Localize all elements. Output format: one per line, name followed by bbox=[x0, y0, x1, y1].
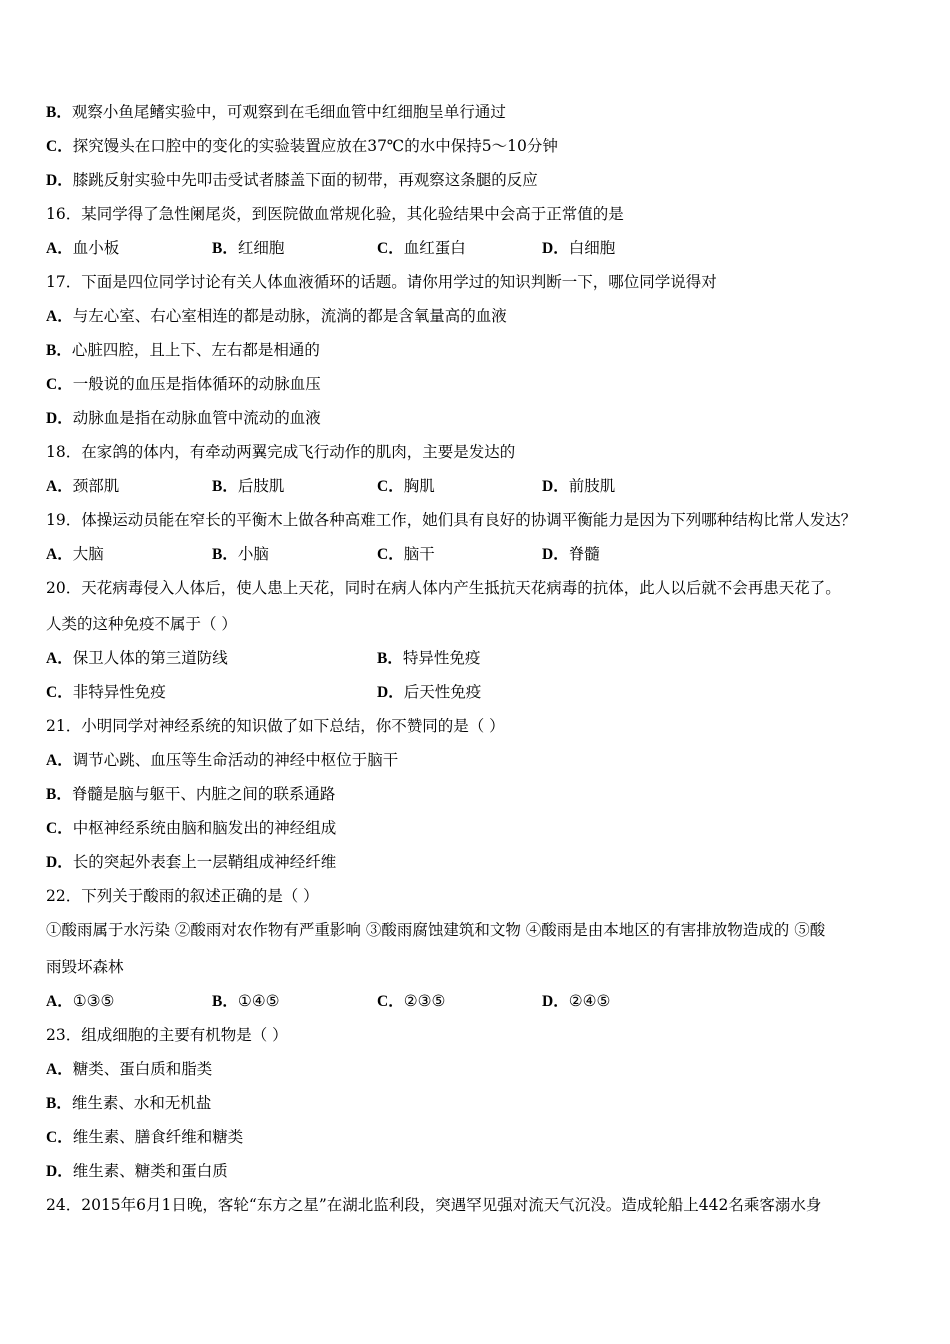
q22-statements-line-1: ①酸雨属于水污染 ②酸雨对农作物有严重影响 ③酸雨腐蚀建筑和文物 ④酸雨是由本地区的有害排放物造成的 ⑤酸 bbox=[46, 921, 826, 939]
q18-option-a bbox=[46, 476, 119, 497]
option-text: 心脏四腔，且上下、左右都是相通的 bbox=[71, 341, 320, 359]
option-text: ①③⑤ bbox=[72, 992, 115, 1010]
q23-option-b bbox=[46, 1093, 211, 1114]
option-text: 维生素、水和无机盐 bbox=[71, 1094, 212, 1112]
option-label: D． bbox=[377, 684, 404, 701]
option-label: A． bbox=[46, 650, 73, 667]
q19-option-d bbox=[542, 544, 600, 565]
option-text: 观察小鱼尾鳍实验中，可观察到在毛细血管中红细胞呈单行通过 bbox=[71, 103, 506, 121]
q18-stem: 18．在家鸽的体内，有牵动两翼完成飞行动作的肌肉，主要是发达的 bbox=[46, 443, 516, 461]
option-text: 后肢肌 bbox=[237, 477, 285, 495]
q17-option-c bbox=[46, 374, 321, 395]
option-label: A． bbox=[46, 1061, 73, 1078]
option-label: D． bbox=[542, 993, 569, 1010]
q18-option-b bbox=[212, 476, 284, 497]
q21-option-d bbox=[46, 852, 336, 873]
option-label: D． bbox=[542, 240, 569, 257]
option-text: 调节心跳、血压等生命活动的神经中枢位于脑干 bbox=[72, 751, 399, 769]
q20-option-a bbox=[46, 648, 228, 669]
q20-stem-line-1: 20．天花病毒侵入人体后，使人患上天花，同时在病人体内产生抵抗天花病毒的抗体，此人以后就不会再患天花了。 bbox=[46, 579, 841, 597]
option-text: ①④⑤ bbox=[237, 992, 280, 1010]
option-label: B． bbox=[46, 786, 72, 803]
q24-stem: 24．2015年6月1日晚，客轮“东方之星”在湖北监利段，突遇罕见强对流天气沉没。造成轮船上442名乘客溺水身 bbox=[46, 1196, 822, 1214]
q23-option-a bbox=[46, 1059, 212, 1080]
q19-option-b bbox=[212, 544, 269, 565]
q16-option-b bbox=[212, 238, 284, 259]
option-text: 血红蛋白 bbox=[403, 239, 466, 257]
q19-option-c bbox=[377, 544, 435, 565]
option-label: A． bbox=[46, 478, 73, 495]
q22-option-c bbox=[377, 991, 445, 1012]
q22-option-a bbox=[46, 991, 114, 1012]
q19-stem: 19．体操运动员能在窄长的平衡木上做各种高难工作，她们具有良好的协调平衡能力是因为下列哪种结构比常人发达？ bbox=[46, 511, 857, 529]
option-label: C． bbox=[377, 546, 404, 563]
option-text: 一般说的血压是指体循环的动脉血压 bbox=[72, 375, 321, 393]
option-text: ②③⑤ bbox=[403, 992, 446, 1010]
q18-option-d bbox=[542, 476, 615, 497]
option-text: 脊髓是脑与躯干、内脏之间的联系通路 bbox=[71, 785, 336, 803]
option-label: D． bbox=[542, 546, 569, 563]
option-label: A． bbox=[46, 752, 73, 769]
option-text: 维生素、膳食纤维和糖类 bbox=[72, 1128, 244, 1146]
option-label: C． bbox=[377, 478, 404, 495]
q15-option-d bbox=[46, 170, 538, 191]
q22-option-b bbox=[212, 991, 280, 1012]
q15-option-c bbox=[46, 136, 558, 157]
option-label: B． bbox=[377, 650, 403, 667]
option-label: B． bbox=[212, 240, 238, 257]
q17-option-d bbox=[46, 408, 321, 429]
option-label: C． bbox=[377, 993, 404, 1010]
option-text: 动脉血是指在动脉血管中流动的血液 bbox=[72, 409, 321, 427]
q23-option-c bbox=[46, 1127, 243, 1148]
option-label: D． bbox=[542, 478, 569, 495]
option-label: B． bbox=[212, 546, 238, 563]
q23-option-d bbox=[46, 1161, 228, 1182]
option-text: 膝跳反射实验中先叩击受试者膝盖下面的韧带，再观察这条腿的反应 bbox=[72, 171, 538, 189]
q21-option-a bbox=[46, 750, 398, 771]
option-text: 与左心室、右心室相连的都是动脉，流淌的都是含氧量高的血液 bbox=[72, 307, 507, 325]
option-text: 非特异性免疫 bbox=[72, 683, 166, 701]
option-label: A． bbox=[46, 993, 73, 1010]
option-label: B． bbox=[46, 104, 72, 121]
option-text: 小脑 bbox=[237, 545, 269, 563]
option-text: 颈部肌 bbox=[72, 477, 120, 495]
option-text: 后天性免疫 bbox=[403, 683, 482, 701]
option-label: D． bbox=[46, 172, 73, 189]
q17-option-b bbox=[46, 340, 320, 361]
option-text: 维生素、糖类和蛋白质 bbox=[72, 1162, 228, 1180]
q23-stem: 23．组成细胞的主要有机物是（ ） bbox=[46, 1026, 288, 1044]
option-text: 保卫人体的第三道防线 bbox=[72, 649, 228, 667]
option-label: D． bbox=[46, 1163, 73, 1180]
option-label: A． bbox=[46, 240, 73, 257]
q17-option-a bbox=[46, 306, 507, 327]
q16-stem: 16．某同学得了急性阑尾炎，到医院做血常规化验，其化验结果中会高于正常值的是 bbox=[46, 205, 624, 223]
q19-option-a bbox=[46, 544, 104, 565]
option-text: 血小板 bbox=[72, 239, 120, 257]
option-label: D． bbox=[46, 410, 73, 427]
option-text: 探究馒头在口腔中的变化的实验装置应放在37℃的水中保持5～10分钟 bbox=[72, 137, 558, 155]
option-label: B． bbox=[46, 342, 72, 359]
q21-option-b bbox=[46, 784, 335, 805]
option-label: A． bbox=[46, 546, 73, 563]
option-label: C． bbox=[46, 1129, 73, 1146]
option-label: A． bbox=[46, 308, 73, 325]
option-label: C． bbox=[377, 240, 404, 257]
q21-stem: 21．小明同学对神经系统的知识做了如下总结，你不赞同的是（ ） bbox=[46, 717, 505, 735]
option-text: 特异性免疫 bbox=[402, 649, 481, 667]
q20-stem-line-2: 人类的这种免疫不属于（ ） bbox=[46, 615, 237, 633]
q15-option-b bbox=[46, 102, 506, 123]
option-text: 大脑 bbox=[72, 545, 104, 563]
option-text: 长的突起外表套上一层鞘组成神经纤维 bbox=[72, 853, 337, 871]
option-label: B． bbox=[46, 1095, 72, 1112]
option-text: 胸肌 bbox=[403, 477, 435, 495]
q22-stem: 22．下列关于酸雨的叙述正确的是（ ） bbox=[46, 887, 319, 905]
option-label: C． bbox=[46, 820, 73, 837]
option-text: 前肢肌 bbox=[568, 477, 616, 495]
q20-option-b bbox=[377, 648, 480, 669]
q22-option-d bbox=[542, 991, 610, 1012]
option-label: B． bbox=[212, 993, 238, 1010]
option-text: 中枢神经系统由脑和脑发出的神经组成 bbox=[72, 819, 337, 837]
q16-option-a bbox=[46, 238, 119, 259]
option-label: C． bbox=[46, 684, 73, 701]
option-text: 脊髓 bbox=[568, 545, 600, 563]
option-text: 脑干 bbox=[403, 545, 435, 563]
q20-option-d bbox=[377, 682, 481, 703]
q21-option-c bbox=[46, 818, 336, 839]
option-label: C． bbox=[46, 376, 73, 393]
q20-option-c bbox=[46, 682, 166, 703]
q17-stem: 17．下面是四位同学讨论有关人体血液循环的话题。请你用学过的知识判断一下，哪位同学说得对 bbox=[46, 273, 717, 291]
option-label: D． bbox=[46, 854, 73, 871]
option-text: 糖类、蛋白质和脂类 bbox=[72, 1060, 213, 1078]
q22-statements-line-2: 雨毁坏森林 bbox=[46, 958, 124, 976]
option-label: B． bbox=[212, 478, 238, 495]
option-text: 白细胞 bbox=[568, 239, 616, 257]
q18-option-c bbox=[377, 476, 435, 497]
option-text: 红细胞 bbox=[237, 239, 285, 257]
option-text: ②④⑤ bbox=[568, 992, 611, 1010]
q16-option-c bbox=[377, 238, 466, 259]
q16-option-d bbox=[542, 238, 615, 259]
option-label: C． bbox=[46, 138, 73, 155]
